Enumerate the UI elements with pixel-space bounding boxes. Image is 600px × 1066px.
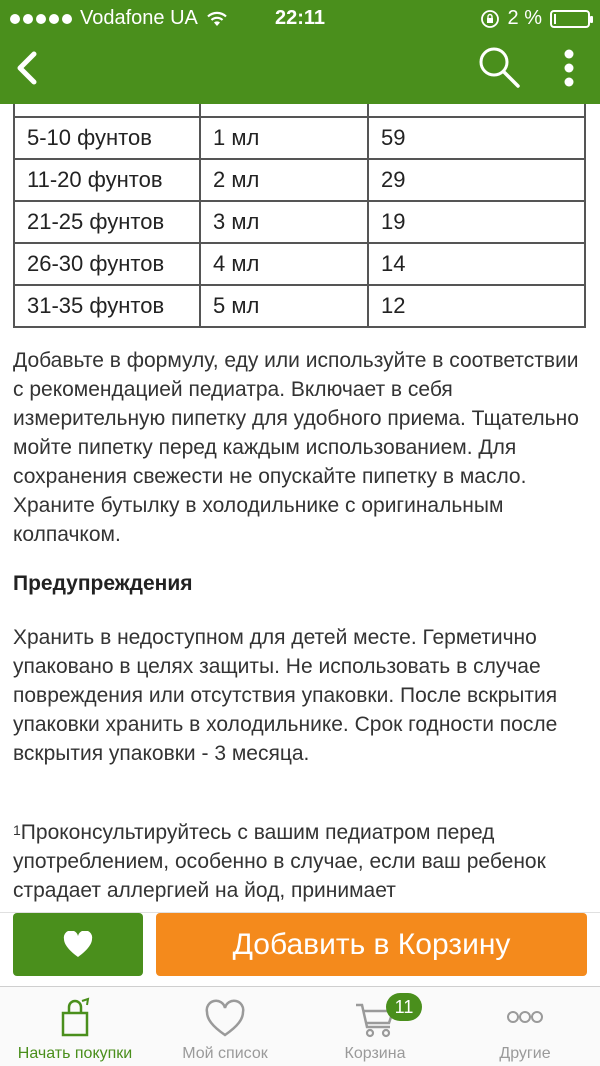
shopping-bag-icon [50, 997, 100, 1039]
tab-my-list[interactable] [150, 987, 300, 1066]
table-cell: 4 мл [200, 243, 368, 285]
table-cell: 29 [368, 159, 585, 201]
status-bar [0, 0, 600, 36]
nav-bar [0, 36, 600, 104]
table-cell: 12 [368, 285, 585, 327]
rotation-lock-icon [480, 9, 500, 29]
carrier-name: Vodafone UA [80, 7, 198, 29]
heart-outline-icon [200, 997, 250, 1039]
table-cell: 3 мл [200, 201, 368, 243]
tab-label: Корзина [344, 1045, 406, 1062]
battery-icon [550, 10, 590, 28]
table-cell: 21-25 фунтов [14, 201, 200, 243]
battery-percent: 2 % [507, 7, 542, 29]
action-bar [0, 912, 600, 984]
heart-icon [63, 931, 93, 959]
table-cell: 19 [368, 201, 585, 243]
tab-bar [0, 986, 600, 1066]
table-row [14, 285, 585, 327]
warnings-text: Хранить в недоступном для детей месте. Герметично упаковано в целях защиты. Не использовать в случае повреждения или отсутствия упаковки. После вскрытия упаковки хранить в холодильнике. Срок годности после вскрытия упаковки - 3 месяца. [13, 626, 558, 765]
footnote-marker: 1 [13, 822, 21, 838]
table-cell: 2 мл [200, 159, 368, 201]
more-circles-icon [500, 997, 550, 1039]
table-cell: 26-30 фунтов [14, 243, 200, 285]
tab-other[interactable] [450, 987, 600, 1066]
table-row [14, 117, 585, 159]
table-row [14, 159, 585, 201]
table-cell: 59 [368, 117, 585, 159]
status-time: 22:11 [274, 7, 326, 29]
table-row [14, 243, 585, 285]
dosage-table [13, 104, 586, 328]
tab-cart[interactable] [300, 987, 450, 1066]
tab-label: Мой список [182, 1045, 268, 1062]
table-cell: 5-10 фунтов [14, 117, 200, 159]
description-text: Добавьте в формулу, еду или используйте в соответствии с рекомендацией педиатра. Включает в себя измерительную пипетку для удобного приема. Тщательно мойте пипетку перед каждым использованием. Для сохранения свежести не опускайте пипетку в масло. Храните бутылку в холодильнике с оригинальным колпачком. [13, 349, 579, 546]
tab-label: Другие [499, 1045, 551, 1062]
cart-count-badge: 11 [386, 993, 422, 1021]
table-cell: 14 [368, 243, 585, 285]
table-cell: 1 мл [200, 117, 368, 159]
more-vertical-icon[interactable] [556, 46, 582, 90]
top-bar [0, 0, 600, 104]
footnote-text [13, 818, 588, 905]
table-row [14, 104, 585, 117]
tab-label: Начать покупки [17, 1045, 133, 1062]
search-icon[interactable] [476, 44, 522, 90]
product-details[interactable] [0, 104, 600, 912]
add-to-list-button[interactable] [13, 913, 143, 976]
warnings-heading: Предупреждения [13, 572, 193, 595]
tab-shop[interactable] [0, 987, 150, 1066]
table-cell: 11-20 фунтов [14, 159, 200, 201]
table-cell: 31-35 фунтов [14, 285, 200, 327]
table-cell: 5 мл [200, 285, 368, 327]
add-to-cart-button[interactable]: Добавить в Корзину [156, 913, 587, 976]
back-icon[interactable] [8, 46, 48, 90]
table-row [14, 201, 585, 243]
footnote-body: Проконсультируйтесь с вашим педиатром перед употреблением, особенно в случае, если ваш ребенок страдает аллергией на йод, принимает [13, 821, 546, 902]
